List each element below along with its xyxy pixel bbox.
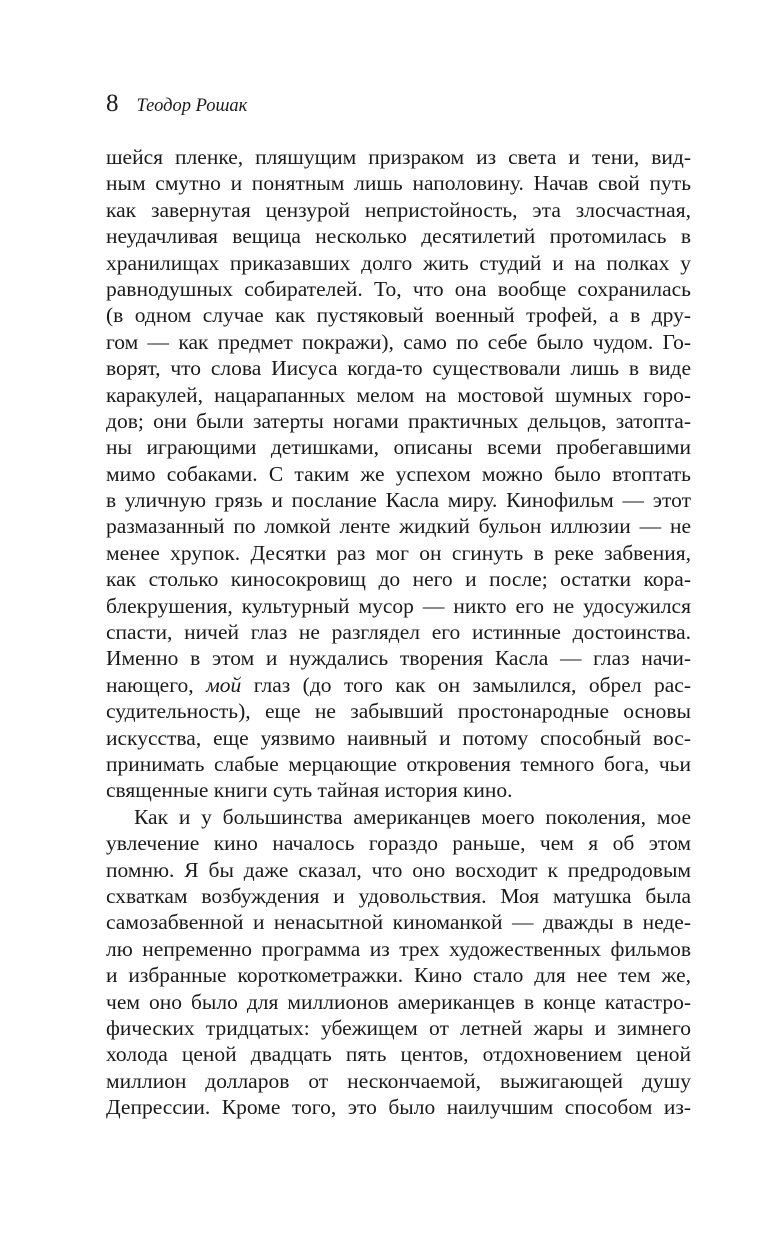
text-line: судительность), еще не забывший простонародные основы (106, 699, 691, 724)
paragraph (106, 144, 691, 804)
text-line: как завернутая цензурой непристойность, эта злосчастная, (106, 197, 691, 222)
text-line: миллион долларов от нескончаемой, выжигающей душу (106, 1068, 691, 1093)
text-line: равнодушных собирателей. То, что она вообще сохранилась (106, 276, 691, 301)
text-line: каракулей, нацарапанных мелом на мостовой шумных горо- (106, 382, 691, 407)
text-run: глаз (до того как он замылился, обрел рас- (241, 672, 691, 697)
text-line: неудачливая вещица несколько десятилетий протомилась в (106, 224, 691, 249)
text-line: (в одном случае как пустяковый военный трофей, а в дру- (106, 303, 691, 328)
body-text (106, 144, 691, 1120)
text-line: ным смутно и понятным лишь наполовину. Начав свой путь (106, 171, 691, 196)
text-line: дов; они были затерты ногами практичных дельцов, затопта- (106, 408, 691, 433)
text-line: шейся пленке, пляшущим призраком из света и тени, вид- (106, 145, 691, 169)
text-line: Как и у большинства американцев моего поколения, мое (134, 804, 691, 829)
text-line: ворят, что слова Иисуса когда-то существовали лишь в виде (106, 356, 691, 381)
text-line: гом — как предмет покражи), само по себе было чудом. Го- (106, 329, 691, 354)
text-line: принимать слабые мерцающие откровения темного бога, чьи (106, 751, 691, 776)
text-line: и избранные короткометражки. Кино стало для нее тем же, (106, 963, 691, 988)
page-number: 8 (106, 90, 119, 117)
text-line: Именно в этом и нуждались творения Касла — глаз начи- (106, 646, 691, 671)
text-line: Депрессии. Кроме того, это было наилучшим способом из- (106, 1095, 691, 1120)
text-line: священные книги суть тайная история кино. (106, 778, 513, 803)
text-line: менее хрупок. Десятки раз мог он сгинуть в реке забвения, (106, 540, 691, 565)
text-line: увлечение кино началось гораздо раньше, чем я об этом (106, 831, 691, 856)
text-line-with-italic (106, 672, 691, 698)
text-line: фических тридцатых: убежищем от летней жары и зимнего (106, 1015, 691, 1040)
text-run: нающего, (106, 672, 207, 697)
text-line: в уличную грязь и послание Касла миру. Кинофильм — этот (106, 488, 691, 513)
text-line: ны играющими детишками, описаны всеми пробегавшими (106, 435, 691, 460)
italic-word: мой (206, 672, 242, 697)
text-line: спасти, ничей глаз не разглядел его истинные достоинства. (106, 620, 691, 645)
text-line: хранилищах приказавших долго жить студий и на полках у (106, 250, 691, 275)
running-head-author: Теодор Рошак (136, 96, 248, 116)
text-line: как столько киносокровищ до него и после; остатки кора- (106, 567, 691, 592)
text-line: блекрушения, культурный мусор — никто его не удосужился (106, 593, 691, 618)
text-line: схваткам возбуждения и удовольствия. Моя матушка была (106, 883, 691, 908)
text-line: мимо собаками. С таким же успехом можно было втоптать (106, 461, 691, 486)
text-line: самозабвенной и ненасытной киноманкой — дважды в неде- (106, 910, 691, 935)
text-line: искусства, еще уязвимо наивный и потому способный вос- (106, 725, 691, 750)
text-line: лю непременно программа из трех художественных фильмов (106, 936, 691, 961)
running-head (106, 86, 691, 122)
text-line: помню. Я бы даже сказал, что оно восходит к предродовым (106, 857, 691, 882)
paragraph (106, 804, 691, 1121)
text-line: холода ценой двадцать пять центов, отдохновением ценой (106, 1042, 691, 1067)
text-line: чем оно было для миллионов американцев в конце катастро- (106, 989, 691, 1014)
text-line: размазанный по ломкой ленте жидкий бульон иллюзии — не (106, 514, 691, 539)
